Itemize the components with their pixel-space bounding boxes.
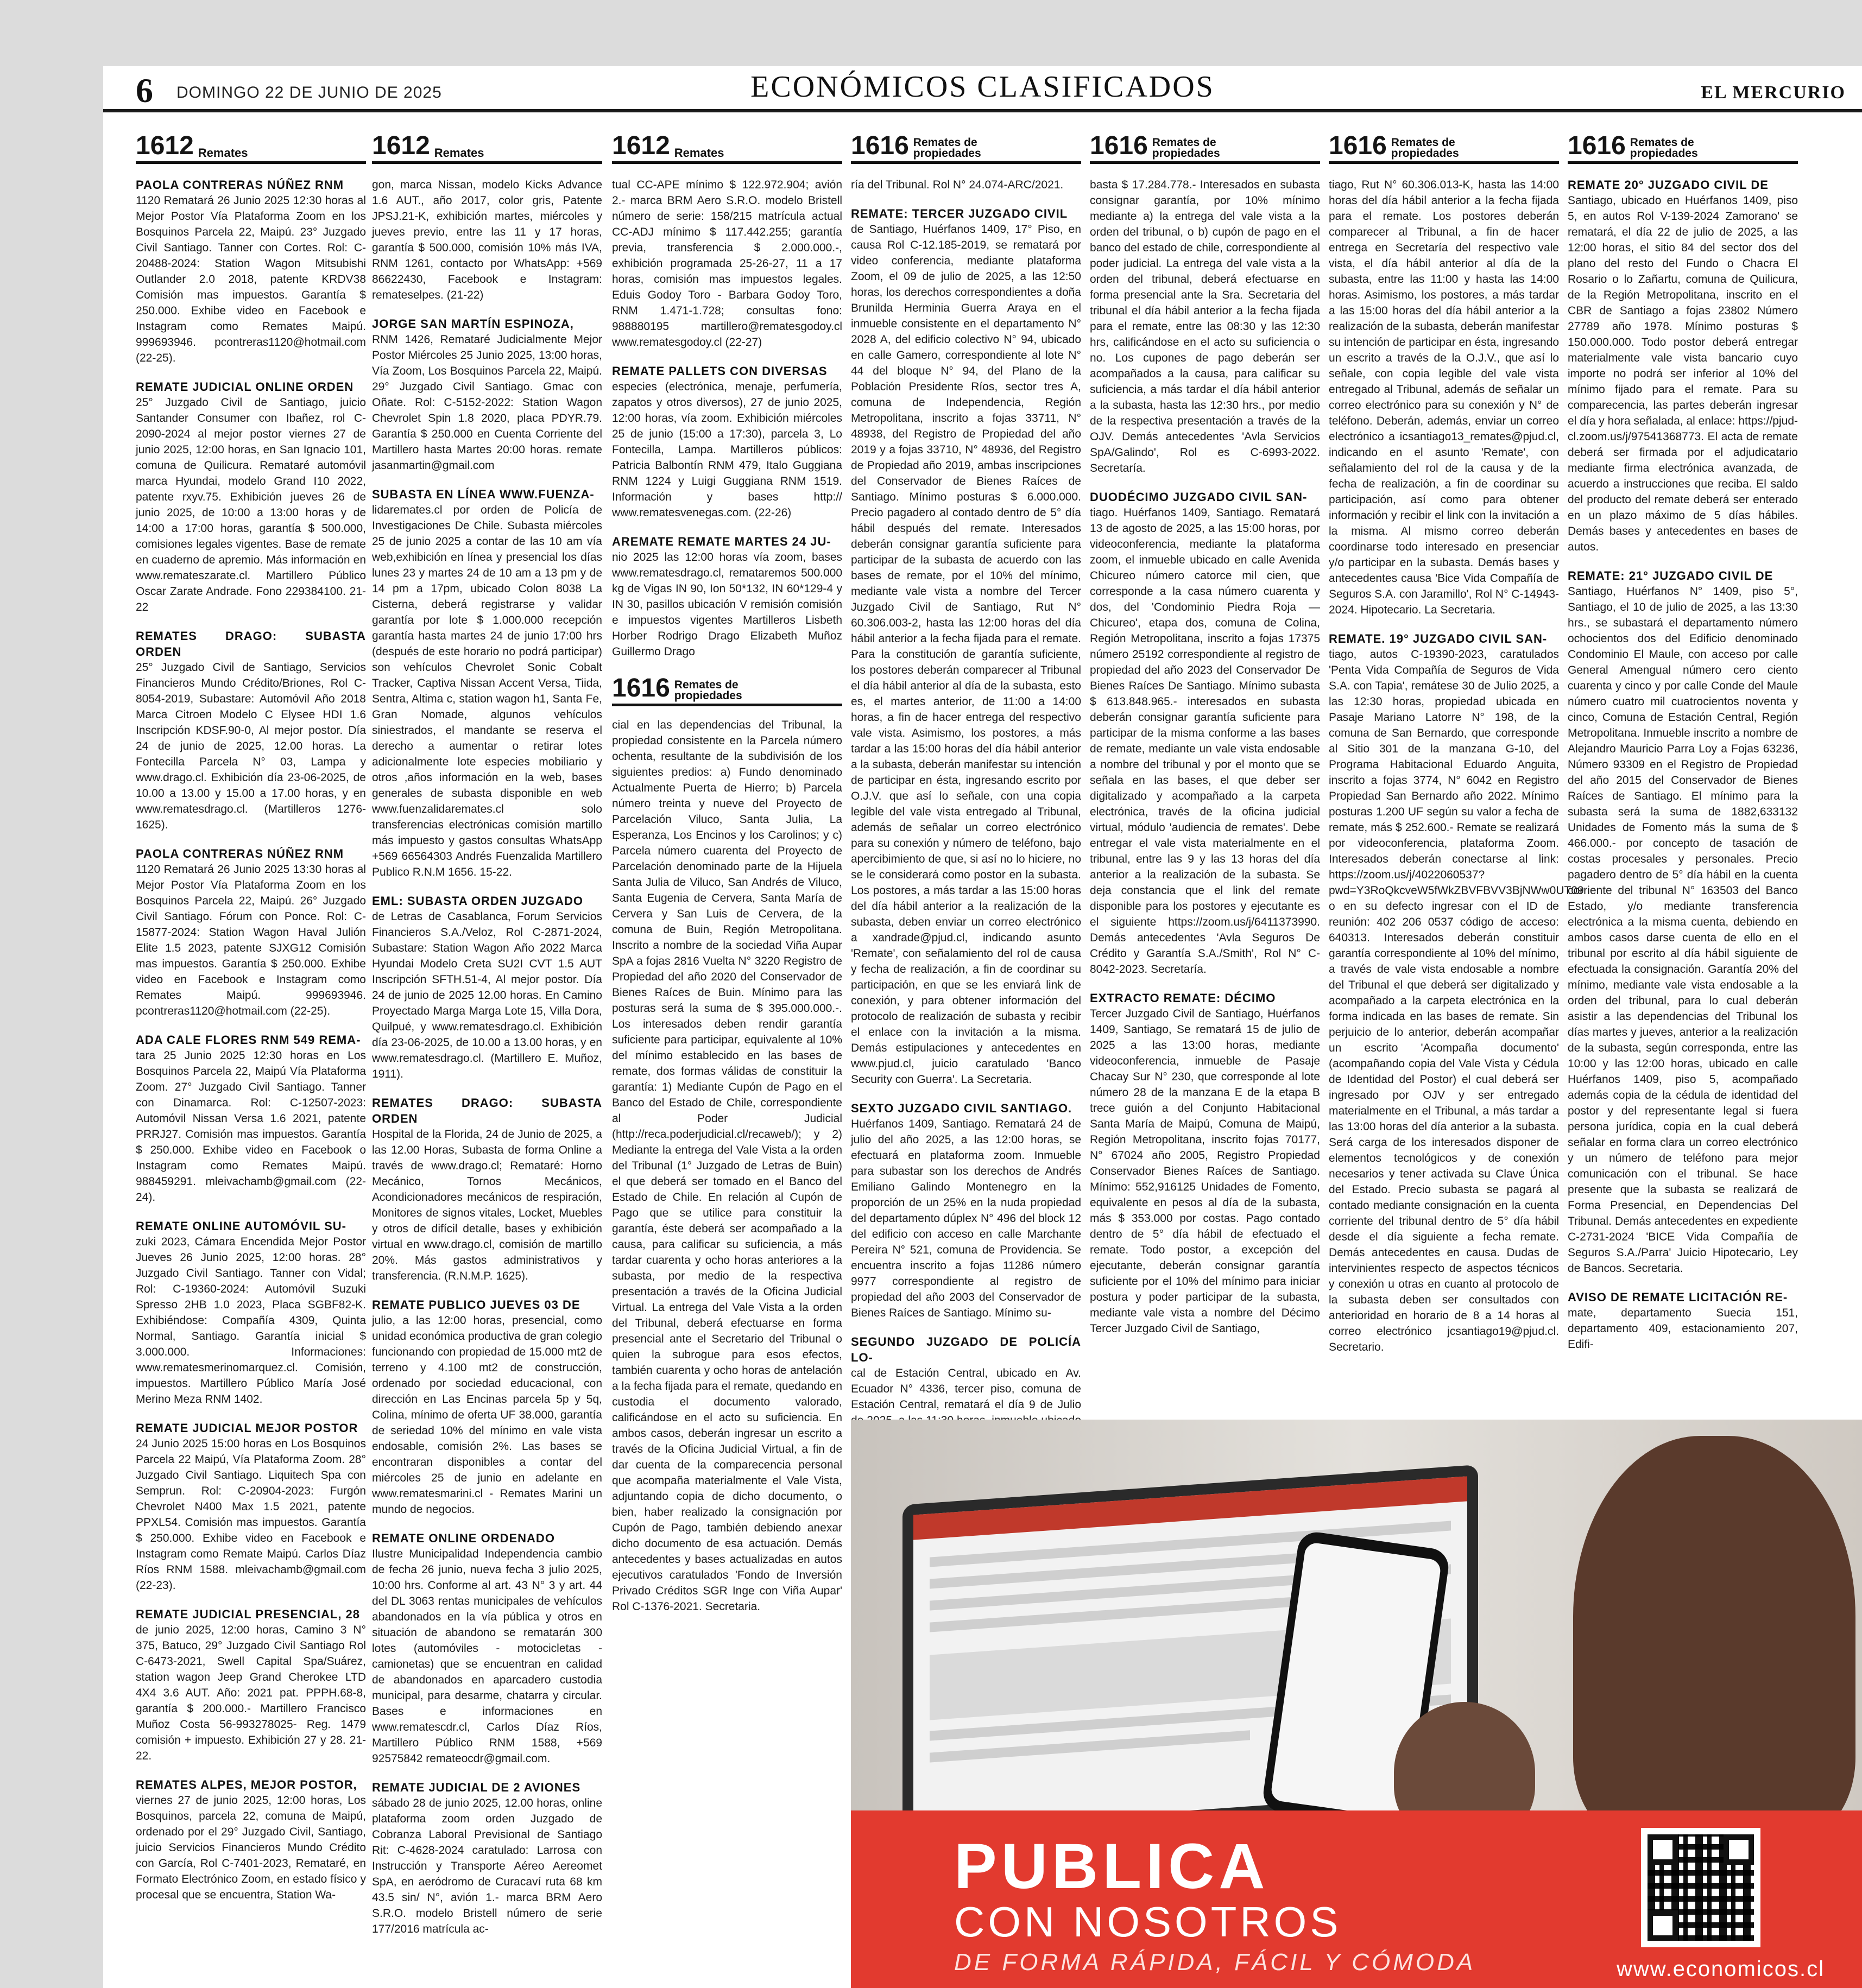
ad-title: REMATE PALLETS CON DIVERSAS — [612, 364, 828, 378]
promo-headline: PUBLICA — [954, 1831, 1270, 1902]
category-header — [851, 130, 1081, 164]
classified-ad — [136, 1032, 366, 1205]
ad-body: de Santiago, Huérfanos 1409, 17° Piso, en causa Rol C-12.185-2019, se rematará por video conferencia, mediante plataforma Zoom, el 09 de julio de 2025, a las 12:50 horas, los derechos correspondientes a doña Brunilda Herminia Guerra Araya en el inmueble consistente en el departamento N° 2028 A, del edificio colectivo N° 94, ubicado en calle Gamero, correspondiente al lote N° 44 del bloque N° 94, del Plano de la Población Presidente Ríos, sector tres A, comuna de Independencia, Región Metropolitana, inscrito a fojas 33711, N° 48938, del Registro de Propiedad del año 2019 y a fojas 33710, N° 48936, del Registro de Propiedad año 2019, ambas inscripciones del Conservador de Bienes Raíces de Santiago. Mínimo posturas $ 6.000.000. Precio pagadero al contado dentro de 5° día hábil después del remate. Interesados deberán consignar garantía suficiente para participar de la subasta de acuerdo con las bases de remate, por el 10% del mínimo, mediante vale vista a nombre del Tercer Juzgado Civil de Santiago, Rut N° 60.306.003-2, hasta las 12:00 horas del día hábil anterior a la fecha fijada para el remate. Para la constitución de garantía suficiente, los postores deberán comparecer al Tribunal el día hábil anterior al día de la subasta, esto es, el martes anterior, de 11:00 a 14:00 horas, a fin de hacer entrega del respectivo vale vista. Asimismo, los postores, a más tardar a las 15:00 horas del día hábil anterior a la subasta, deberán manifestar su intención de participar en ésta, ingresando escrito por O.J.V. que así lo señale, con una copia legible del vale vista entregado al Tribunal, además de señalar un correo electrónico para su conexión y número de teléfono, bajo apercibimiento de que, si así no lo hiciere, no se le considerará como postor en la subasta. Los postores, a más tardar a las 15:00 horas del día hábil anterior a la realización de la subasta, deben enviar un correo electrónico a xandrade@pjud.cl, indicando asunto 'Remate', con señalamiento del rol de causa y fecha de realización, a fin de coordinar su participación, en que se les enviará link de conexión, y para obtener información del protocolo de realización de subasta y recibir el enlace con la invitación a la misma. Demás estipulaciones y antecedentes en www.pjud.cl, juicio caratulado 'Banco Security con Guerra'. La Secretaria. — [851, 223, 1081, 1086]
ad-title: REMATE PUBLICO JUEVES 03 DE — [372, 1298, 580, 1312]
ad-body: sábado 28 de junio 2025, 12.00 horas, online plataforma zoom orden Juzgado de Cobranza Laboral Previsional de Santiago Rit: C-4628-2024 caratulado: Larrosa con Instrucción y Transporte Aéreo Aereomet SpA, en aeródromo de Curacaví ruta 68 km 43.5 sin/ N°, avión 1.- marca BRM Aero S.R.O. modelo Bristell número de serie 177/2016 matrícula ac- — [372, 1797, 602, 1935]
ad-title: REMATE ONLINE AUTOMÓVIL SU- — [136, 1219, 346, 1233]
page-date: DOMINGO 22 DE JUNIO DE 2025 — [176, 84, 442, 102]
ad-body: nio 2025 las 12:00 horas vía zoom, bases www.rematesdrago.cl, remataremos 500.000 kg de Vigas IN 90, Ion 50*132, IN 60*129-4 y IN 30, pasillos ubicación V remisión comisión e impuestos vigentes Martilleros Lisbeth Horber Rodrigo Drago Elizabeth Muñoz Guillermo Drago — [612, 551, 842, 658]
category-label: Remates — [674, 146, 724, 160]
ad-body: Tercer Juzgado Civil de Santiago, Huérfanos 1409, Santiago, Se rematará 15 de julio de 2025 a las 13:00 horas, mediante videoconferencia, inmueble de Pasaje Chacay Sur N° 230, que corresponde al lote número 28 de la manzana E de la etapa B trece guión a del Conjunto Habitacional Santa María de Maipú, Comuna de Maipú, Región Metropolitana, inscrito fojas 70177, N° 67024 año 2005, Registro Propiedad Conservador Bienes Raíces de Santiago. Mínimo: 552,916125 Unidades de Fomento, equivalente en pesos al día de la subasta, más $ 353.000 por costas. Pago contado dentro de 5° día hábil de efectuado el remate. Todo postor, a excepción del ejecutante, deberán consignar garantía suficiente por el 10% del mínimo para iniciar postura y poder participar de la subasta, mediante vale vista a nombre del Décimo Tercer Juzgado Civil de Santiago, — [1090, 1008, 1320, 1335]
category-header — [1329, 130, 1559, 164]
classified-ad — [851, 206, 1081, 1087]
ad-title: REMATES DRAGO: SUBASTA ORDEN — [372, 1096, 602, 1125]
ad-title: ADA CALE FLORES RNM 549 REMA- — [136, 1033, 361, 1047]
classified-ad — [1568, 568, 1798, 1276]
classified-ad — [1090, 177, 1320, 476]
ad-body: de junio 2025, 12:00 horas, Camino 3 N° 375, Batuco, 29° Juzgado Civil Santiago Rol C-6473-2021, Swell Capital Spa/Suárez, station wagon Jeep Grand Cherokee LTD 4X4 3.6 AUT. Año: 2021 pat. PPPH.68-8, garantía $ 200.000.- Martillero Francisco Muñoz Costa 56-993278025- Reg. 1479 comisión + impuesto. Exhibición 27 y 28. 21-22. — [136, 1624, 366, 1762]
ad-body: cial en las dependencias del Tribunal, la propiedad consistente en la Parcela número ochenta, resultante de la subdivisión de los siguientes predios: a) Fundo denominado Actualmente Puerta de Hierro; b) Parcela número treinta y nueve del Proyecto de Parcelación Viluco, Santa Julia, La Esperanza, Los Encinos y los Carolinos; y c) Parcela número cuarenta del Proyecto de Parcelación denominado parte de la Hijuela Santa Julia de Viluco, San Andrés de Viluco, Santa Eugenia de Cervera, Santa María de Cervera y San Luis de Cervera, de la comuna de Buin, Región Metropolitana. Inscrito a nombre de la sociedad Viña Aupar SpA a fojas 2816 Vuelta N° 3220 Registro de Propiedad del año 2020 del Conservador de Bienes Raíces de Buin. Mínimo para las posturas será la suma de $ 395.000.000.-. Los interesados deben rendir garantía suficiente para participar, equivalente al 10% del mínimo establecido en las bases de remate, dos formas válidas de constituir la garantía: 1) Mediante Cupón de Pago en el Banco del Estado de Chile, correspondiente al Poder Judicial (http://reca.poderjudicial.cl/recaweb/); y 2) Mediante la entrega del Vale Vista a la orden del Tribunal (1° Juzgado de Letras de Buin) el que deberá ser tomado en el Banco del Estado de Chile. En relación al Cupón de Pago que se utilice para constituir la garantía, éste deberá ser acompañado a la causa, para calificar su suficiencia, a más tardar cuarenta y ocho horas anteriores a la subasta, por medio de la respectiva presentación a través de la Oficina Judicial Virtual. La entrega del Vale Vista a la orden del Tribunal, deberá efectuarse en forma presencial ante el Secretario del Tribunal o quien la subrogue para esos efectos, también cuarenta y ocho horas de antelación a la fecha fijada para el remate, quedando en custodia el documento valorado, calificándose en el acto su suficiencia. En ambos casos, deberán ingresar un escrito a través de la Oficina Judicial Virtual, a fin de dar cuenta de la comparecencia personal que acompaña materialmente el Vale Vista, adjuntando copia de dicho documento, o bien, haber realizado la consignación por Cupón de Pago, también debiendo anexar dicho documento de esa actuación. Demás antecedentes y bases actualizadas en autos ejecutivos caratulados 'Fondo de Inversión Privado Créditos SGR Inge con Viña Aupar' Rol C-1376-2021. Secretaria. — [612, 719, 842, 1613]
ad-title: EML: SUBASTA ORDEN JUZGADO — [372, 894, 583, 908]
ad-body: mate, departamento Suecia 151, departamento 409, estacionamiento 207, Edifi- — [1568, 1307, 1798, 1351]
ad-title: AREMATE REMATE MARTES 24 JU- — [612, 535, 831, 548]
ad-body: tara 25 Junio 2025 12:30 horas en Los Bosquinos Parcela 22, Maipú Vía Plataforma Zoom. 27° Juzgado Civil Santiago. Tanner con Dinamarca. Rol: C-12507-2023: Automóvil Nissan Versa 1.6 2021, patente PRRJ27. Comisión mas impuestos. Garantía $ 250.000. Exhibe video en Facebook o Instagram como Remates Maipú. 988459291. mleivachamb@gmail.com (22-24). — [136, 1049, 366, 1204]
ad-title: REMATE JUDICIAL DE 2 AVIONES — [372, 1781, 581, 1794]
classified-ad — [372, 1095, 602, 1284]
ad-body: Santiago, Huérfanos N° 1409, piso 5°, Santiago, el 10 de julio de 2025, a las 13:30 hrs., se subastará el departamento número ochocientos dos del Edificio denominado Condominio El Maule, con acceso por calle General Amengual número cero ciento cuarenta y cinco y por calle Conde del Maule número cuatro mil cuatrocientos noventa y cinco, Comuna de Estación Central, Región Metropolitana. Inmueble inscrito a nombre de Alejandro Mauricio Parra Loy a Fojas 63236, Número 93309 en el Registro de Propiedad del año 2015 del Conservador de Bienes Raíces de Santiago. El mínimo para la subasta será la suma de 1882,633132 Unidades de Fomento más la suma de $ 466.000.- por concepto de tasación de costas procesales y personales. Precio pagadero dentro de 5° día hábil en la cuenta corriente del tribunal N° 163503 del Banco Estado, y/o mediante transferencia electrónica a la misma cuenta, debiendo en ambos casos darse cuenta de ello en el tribunal por escrito al día hábil siguiente de efectuada la consignación. Garantía 20% del mínimo, mediante vale vista endosable a la orden del tribunal, para lo cual deberán asistir a las dependencias del Tribunal los días martes y jueves, anterior a la realización de la subasta, según corresponda, entre las 10:00 y las 12:00 horas, ubicado en calle Huérfanos 1409, piso 5, acompañado además copia de la cédula de identidad del postor y del representante legal si fuera persona jurídica, copia en la cual deberá señalar en forma clara un correo electrónico y un número de teléfono para mejor comunicación con el tribunal. Se hace presente que la subasta se realizará de Forma Presencial, en Dependencias Del Tribunal. Demás antecedentes en expediente C-2731-2024 'BICE Vida Compañía de Seguros S.A./Parra' Juicio Hipotecario, Ley de Bancos. Secretaria. — [1568, 585, 1798, 1275]
column-6 — [1329, 130, 1584, 1411]
page-number: 6 — [136, 71, 153, 110]
category-header — [1568, 130, 1798, 164]
promo-tagline: DE FORMA RÁPIDA, FÁCIL Y CÓMODA — [954, 1949, 1476, 1976]
ad-body: Santiago, ubicado en Huérfanos 1409, piso 5, en autos Rol V-139-2024 Zamorano' se rematará, el día 22 de julio de 2025, a las 12:00 horas, el sitio 84 del sector dos del plano del resto del Fundo o Chacra El Rosario o lo Zañartu, comuna de Quilicura, de la Región Metropolitana, inscrito en el CBR de Santiago a fojas 23802 Número 27789 año 1978. Mínimo posturas $ 150.000.000. Todo postor deberá entregar materialmente vale vista bancario cuyo importe no podrá ser inferior al 10% del mínimo fijado para el remate. Para su comparecencia, las partes deberán ingresar el día y hora señalada, al enlace: https://pjud-cl.zoom.us/j/97541368773. El acta de remate deberá ser firmada por el adjudicatario mediante firma electrónica avanzada, de acuerdo a instrucciones que reciba. El saldo del producto del remate deberá ser enterado en un plazo máximo de 5 días hábiles. Demás bases y antecedentes en bases de autos. — [1568, 194, 1798, 553]
category-header — [1090, 130, 1320, 164]
ad-title: REMATES DRAGO: SUBASTA ORDEN — [136, 629, 366, 659]
promo-url-link[interactable]: www.economicos.cl — [1617, 1957, 1825, 1981]
classified-ad — [136, 1218, 366, 1407]
ad-body: ría del Tribunal. Rol N° 24.074-ARC/2021. — [851, 179, 1064, 191]
category-number: 1616 — [612, 674, 670, 702]
ad-body: zuki 2023, Cámara Encendida Mejor Postor Jueves 26 Junio 2025, 12:00 horas. 28° Juzgado Civil Santiago. Tanner con Vidal; Rol: C-19360-2024: Automóvil Suzuki Spresso 2HB 1.0 2023, Placa SGBF82-K. Exhibiéndose: Compañía 4309, Quinta Normal, Santiago. Garantía inicial $ 3.000.000. Informaciones: www.rematesmerinomarquez.cl. Comisión, impuestos. Martillero Público María José Merino Meza RNM 1402. — [136, 1236, 366, 1405]
ad-body: tual CC-APE mínimo $ 122.972.904; avión 2.- marca BRM Aero S.R.O. modelo Bristell número de serie: 158/215 matrícula actual CC-ADJ mínimo $ 117.442.255; garantía previa, transferencia $ 2.000.000.-, exhibición programada 25-26-27, 11 a 17 horas, comisión mas impuestos legales. Eduis Godoy Toro - Barbara Godoy Toro, RNM 1.471-1.728; consultas fono: 988880195 martillero@rematesgodoy.cl www.rematesgodoy.cl (22-27) — [612, 179, 842, 349]
classified-ad — [1568, 177, 1798, 555]
category-label: Remates de — [1630, 136, 1694, 149]
classified-ad — [851, 1100, 1081, 1321]
category-number: 1616 — [1329, 131, 1387, 160]
classified-ad — [372, 893, 602, 1082]
classified-ad — [1090, 990, 1320, 1337]
classified-ad — [136, 1606, 366, 1764]
category-label: propiedades — [1152, 147, 1220, 160]
classified-ad — [372, 177, 602, 303]
page-header — [103, 66, 1862, 112]
ad-body: tiago, Rut N° 60.306.013-K, hasta las 14:00 horas del día hábil anterior a la fecha fijada para el remate. Los postores deberán comparecer al Tribunal, a fin de hacer entrega en Secretaría del respectivo vale vista, el día hábil anterior al día de la subasta, entre las 11:00 y hasta las 14:00 horas. Asimismo, los postores, a más tardar a las 15:00 horas del día hábil anterior a la realización de la subasta, deberán manifestar su intención de participar en ésta, ingresando un escrito a través de la O.J.V., que así lo señale, con copia legible del vale vista entregado al Tribunal, además de señalar un correo electrónico para su conexión y N° de teléfono. Deberán, además, enviar un correo electrónico a icsantiago13_remates@pjud.cl, indicando en el asunto 'Remate', con señalamiento del rol de la causa y de la fecha de realización, a fin de coordinar su participación, así como para obtener información y recibir el link con la invitación a la misma. Al mismo correo deberán coordinarse todo interesado en presenciar y/o participar en la subasta. Demás bases y antecedentes causa 'Bice Vida Compañía de Seguros S.A. con Jaramillo', Rol N° C-14943-2024. Hipotecario. La Secretaria. — [1329, 179, 1559, 616]
category-label: propiedades — [913, 147, 981, 160]
ad-title: REMATE. 19° JUZGADO CIVIL SAN- — [1329, 632, 1548, 645]
ad-body: lidaremates.cl por orden de Policía de Investigaciones De Chile. Subasta miércoles 25 de junio 2025 a contar de las 10 am vía web,exhibición en línea y presencial los días lunes 23 y martes 24 de 10 am a 13 pm y de 14 pm a 17pm, ubicado Colon 8038 La Cisterna, deberá registrarse y validar garantía por lote $ 1.000.000 recepción garantía hasta martes 24 de junio 17:00 hrs (después de este horario no podrá participar) son vehículos Chevrolet Sonic Cobalt Tracker, Captiva Nissan Accent Versa, Tiida, Sentra, Altima c, station wagon h1, Santa Fe, Gran Nomade, algunos vehículos siniestrados, el mandante se reserva el derecho a aumentar o retirar lotes adicionalmente lote especies mobiliario y otros ,años información en la web, bases generales de subasta disponible en web www.fuenzalidaremates.cl solo transferencias electrónicas comisión martillo más impuesto y gastos consultas WhatsApp +569 66564303 Andrés Fuenzalida Martillero Publico R.N.M 1656. 15-22. — [372, 504, 602, 878]
classified-ad — [136, 1777, 366, 1903]
ad-body: Hospital de la Florida, 24 de Junio de 2025, a las 12.00 Horas, Subasta de forma Online a través de www.drago.cl; Remataré: Horno Mecánico, Tornos Mecánicos, Acondicionadores mecánicos de respiración, Monitores de signos vitales, Locket, Muebles y otros de difícil detalle, bases y exhibición virtual en www.drago.cl, comisión de martillo 20%. Más gastos administrativos y transferencia. (R.N.M.P. 1625). — [372, 1128, 602, 1282]
classified-ad — [1568, 1289, 1798, 1352]
ad-body: julio, a las 12:00 horas, presencial, como unidad económica productiva de gran colegio funcionando con propiedad de 15.000 mt2 de terreno y 4.100 mt2 de construcción, ordenado por sociedad educacional, con dirección en Las Encinas parcela 5p y 5q, Colina, mínimo de oferta UF 38.000, garantía de seriedad 10% del mínimo en vale vista endosable, comisión 2%. Las bases se encontraran disponibles a contar del miércoles 25 de junio en adelante en www.rematesmarini.cl - Remates Marini un mundo de negocios. — [372, 1314, 602, 1516]
ad-body: basta $ 17.284.778.- Interesados en subasta consignar garantía, por 10% mínimo mediante a) la entrega del vale vista a la orden del tribunal, o b) cupón de pago en el banco del estado de chile, correspondiente al poder judicial. La entrega del vale vista a la orden del tribunal, deberá efectuarse en forma presencial ante la Sra. Secretaria del tribunal el día hábil anterior a la fecha fijada para el remate, entre las 08:30 y las 12:30 hrs, calificándose en el acto su suficiencia o no. Los cupones de pago deberán ser acompañados a la causa, para calificar su suficiencia, a más tardar el día hábil anterior a la subasta, hasta las 12:30 hrs., por medio de la respectiva presentación a través de la OJV. Demás antecedentes 'Avla Servicios SpA/Galindo', Rol es C-6993-2022. Secretaría. — [1090, 179, 1320, 474]
category-label: Remates de — [913, 136, 977, 149]
category-label: Remates de — [674, 679, 739, 691]
category-header — [612, 673, 842, 706]
column-2 — [372, 130, 602, 1981]
ad-title: JORGE SAN MARTÍN ESPINOZA, — [372, 317, 574, 331]
ad-title: DUODÉCIMO JUZGADO CIVIL SAN- — [1090, 490, 1308, 504]
classified-ad — [851, 177, 1081, 193]
category-number: 1612 — [136, 131, 194, 160]
ad-body: Ilustre Municipalidad Independencia cambio de fecha 26 junio, nueva fecha 3 julio 2025, 10:00 hrs. Conforme al art. 43 N° 3 y art. 44 del DL 3063 rentas municipales de vehículos abandonados en la vía pública y otros en situación de abandono se rematarán 300 lotes (automóviles - motocicletas - camionetas) que se encuentran en calidad de abandonados en aparcadero custodia municipal, para desarme, chatarra y circular. Bases e informaciones en www.rematescdr.cl, Carlos Díaz Ríos, Martillero Público RNM 1588, +569 92575842 remateocdr@gmail.com. — [372, 1548, 602, 1765]
category-number: 1616 — [1568, 131, 1626, 160]
promo-banner[interactable] — [851, 1420, 1862, 1988]
qr-code-icon[interactable] — [1641, 1828, 1760, 1947]
classified-ad — [136, 177, 366, 366]
classified-ad — [372, 1780, 602, 1937]
ad-title: REMATE JUDICIAL MEJOR POSTOR — [136, 1421, 358, 1435]
category-number: 1612 — [612, 131, 670, 160]
ad-body: gon, marca Nissan, modelo Kicks Advance 1.6 AUT., año 2017, color gris, Patente JPSJ.21-K, exhibición martes, miércoles y jueves previo, entre las 11 y 17 horas, garantía $ 500.000, comisión 10% más IVA, RNM 1261, contacto por WhatsApp: +569 86622430, Facebook e Instagram: remateselpes. (21-22) — [372, 179, 602, 301]
category-header — [372, 130, 602, 164]
classified-ad — [372, 1530, 602, 1767]
ad-body: 1120 Rematará 26 Junio 2025 12:30 horas al Mejor Postor Vía Plataforma Zoom en los Bosquinos Parcela 22, Maipú. 23° Juzgado Civil Santiago. Tanner con Cortes. Rol: C-20488-2024: Station Wagon Mitsubishi Outlander 2.0 2018, patente KRDV38 Comisión mas impuestos. Garantía $ 250.000. Exhibe video en Facebook e Instagram como Remates Maipú. 999693946. pcontreras1120@hotmail.com (22-25). — [136, 194, 366, 364]
category-number: 1612 — [372, 131, 430, 160]
classified-ad — [372, 486, 602, 880]
category-label: propiedades — [1630, 147, 1698, 160]
ad-body: RNM 1426, Remataré Judicialmente Mejor Postor Miércoles 25 Junio 2025, 13:00 horas, Vía Zoom, Los Bosquinos Parcela 22, Maipú. 29° Juzgado Civil Santiago. Gmac con Oñate. Rol: C-5152-2022: Station Wagon Chevrolet Spin 1.8 2020, placa PDYR.79. Garantía $ 250.000 en Cuenta Corriente del Martillero hasta Martes 20:00 horas. remate jasanmartin@gmail.com — [372, 333, 602, 472]
ad-title: REMATE 20° JUZGADO CIVIL DE — [1568, 178, 1769, 192]
classified-ad — [612, 177, 842, 350]
ad-title: REMATE: TERCER JUZGADO CIVIL — [851, 207, 1068, 220]
ad-title: SUBASTA EN LÍNEA WWW.FUENZA- — [372, 487, 595, 501]
category-label: propiedades — [674, 689, 742, 702]
column-7 — [1568, 130, 1798, 1411]
ad-body: 25° Juzgado Civil de Santiago, Servicios Financieros Mundo Crédito/Briones, Rol C-8054-2019, Subastare: Automóvil Año 2018 Marca Citroen Modelo C Elysee HDI 1.6 Inscripción KDSF.90-0, Al mejor postor. Día 24 de junio de 2025, 12.00 horas. La Fontecilla Parcela N° 03, Lampa y www.drago.cl. Exhibición día 23-06-2025, de 10.00 a 13.00 y 15.00 a 17.00 horas, y en www.rematesdrago.cl. (Martilleros 1276-1625). — [136, 661, 366, 831]
ad-body: 1120 Rematará 26 Junio 2025 13:30 horas al Mejor Postor Vía Plataforma Zoom en los Bosquinos Parcela 22, Maipú. 26° Juzgado Civil Santiago. Fórum con Ponce. Rol: C-15877-2024: Station Wagon Haval Julión Elite 1.5 2023, patente SJXG12 Comisión mas impuestos. Garantía $ 250.000. Exhibe video en Facebook e Instagram como Remates Maipú. 999693946. pcontreras1120@hotmail.com (22-25). — [136, 863, 366, 1017]
category-label: Remates — [434, 146, 484, 160]
person-illustration — [1573, 1436, 1855, 1838]
classified-ad — [372, 1297, 602, 1517]
classified-ad — [612, 363, 842, 521]
category-label: Remates — [198, 146, 248, 160]
ad-title: PAOLA CONTRERAS NÚÑEZ RNM — [136, 847, 344, 860]
section-title: ECONÓMICOS CLASIFICADOS — [750, 70, 1215, 104]
category-header — [136, 130, 366, 164]
category-header — [612, 130, 842, 164]
ad-title: REMATE JUDICIAL ONLINE ORDEN — [136, 380, 354, 394]
category-number: 1616 — [851, 131, 909, 160]
classified-ad — [136, 628, 366, 833]
column-4 — [851, 130, 1081, 1411]
category-label: Remates de — [1391, 136, 1455, 149]
ad-body: especies (electrónica, menaje, perfumería, zapatos y otros diversos), 27 de junio 2025, 12:00 horas, vía zoom. Exhibición miércoles 25 de junio (15:00 a 17:30), parcela 3, Lo Fontecilla, Lampa. Martilleros públicos: Patricia Balbontín RNM 479, Italo Guggiana RNM 1224 y Luigi Guggiana RNM 1519. Información y bases http:// www.rematesvenegas.com. (22-26) — [612, 381, 842, 519]
ad-title: EXTRACTO REMATE: DÉCIMO — [1090, 991, 1276, 1005]
ad-body: tiago, autos C-19390-2023, caratulados 'Penta Vida Compañía de Seguros de Vida S.A. con Tapia', remátese 30 de Julio 2025, a las 12:30 horas, propiedad ubicada en Pasaje Mariano Latorre N° 198, de la comuna de San Bernardo, que corresponde al Sitio 301 de la manzana G-10, del Programa Habitacional Eduardo Anguita, inscrito a fojas 3774, N° 6042 en Registro Propiedad San Bernardo año 2022. Mínimo posturas 1.200 UF según su valor a fecha de remate, más $ 252.600.- Remate se realizará por videoconferencia, plataforma Zoom. Interesados deberán conectarse al link: https://zoom.us/j/4022060537?pwd=Y3RoQkcveW5fWkZBVFBVV3BjNWw0UT09 o en su defecto ingresar con el ID de reunión: 402 206 0537 código de acceso: 640313. Interesados deberán constituir garantía correspondiente al 10% del mínimo, a través de vale vista endosable a nombre del Tribunal el que deberá ser digitalizado y acompañado a la carpeta electrónica en la forma indicada en las bases de remate. Sin perjuicio de lo anterior, deberán acompañar un escrito 'Acompaña documento' (acompañando copia del Vale Vista y Cédula de Identidad del Postor) el cual deberá ser ingresado por OJV y ser entregado materialmente en el Tribunal, a más tardar a las 13:00 horas del día anterior a la subasta. Será carga de los interesados disponer de elementos tecnológicos y de conexión necesarios y tener activada su Clave Única del Estado. Precio subasta se pagará al contado mediante consignación en la cuenta corriente del tribunal dentro de 5° día hábil desde el día siguiente a fecha remate. Demás antecedentes en causa. Dudas de intervinientes respecto de aspectos técnicos y conexión u otras en cuanto al protocolo de la subasta deben ser consultados con anterioridad en horario de 8 a 14 horas al correo electrónico jcsantiago19@pjud.cl. Secretario. — [1329, 648, 1584, 1353]
promo-subheadline: CON NOSOTROS — [954, 1898, 1342, 1946]
category-label: Remates de — [1152, 136, 1216, 149]
ad-title: SEGUNDO JUZGADO DE POLICÍA LO- — [851, 1335, 1081, 1364]
classified-ad — [612, 717, 842, 1615]
classified-ad — [1329, 631, 1584, 1355]
column-1 — [136, 130, 366, 1981]
classified-ad — [136, 379, 366, 615]
ad-body: Huérfanos 1409, Santiago. Rematará 24 de julio del año 2025, a las 12:00 horas, se efectuará en plataforma zoom. Inmueble para subastar son los derechos de Andrés Emiliano Galindo Montenegro en la proporción de un 25% en la nuda propiedad del departamento dúplex N° 496 del block 12 del edificio con acceso en calle Marchante Pereira N° 521, comuna de Providencia. Se encuentra inscrito a fojas 11286 número 9977 correspondiente al registro de propiedad del año 2003 del Conservador de Bienes Raíces de Santiago. Mínimo su- — [851, 1118, 1081, 1319]
column-5 — [1090, 130, 1320, 1411]
ad-body: cal de Estación Central, ubicado en Av. Ecuador N° 4336, tercer piso, comuna de Estación Central, rematará el día 9 de Julio — [851, 1367, 1081, 1411]
category-number: 1616 — [1090, 131, 1148, 160]
column-3 — [612, 130, 842, 1981]
ad-body: tiago. Huérfanos 1409, Santiago. Rematará 13 de agosto de 2025, a las 15:00 horas, por videoconferencia, mediante la plataforma zoom, el inmueble ubicado en calle Avenida Chicureo número catorce mil cien, que corresponde a la casa número cuarenta y dos, del 'Condominio Piedra Roja — Chicureo', etapa dos, comuna de Colina, Región Metropolitana, inscrito a fojas 17375 número 25192 correspondiente al registro de propiedad del año 2023 del Conservador De Bienes Raíces De Santiago. Mínimo subasta $ 613.848.965.- interesados en subasta deberán consignar garantía suficiente para participar de la misma conforme a las bases de remate, mediante un vale vista endosable a nombre del tribunal y por el monto que se señala en las bases, el que deber ser digitalizado y acompañado a la carpeta electrónica, través de la oficina judicial virtual, módulo 'audiencia de remates'. Debe entregar el vale vista materialmente en el tribunal, entre las 9 y las 13 horas del día anterior a la realización de la subasta. Se deja constancia que el link del remate disponible para los postores y ejecutante es el siguiente https://zoom.us/j/6411373990. Demás antecedentes 'Avla Seguros De Crédito y Garantía S.A./Smith', Rol N° C-8042-2023. Secretaría. — [1090, 507, 1320, 976]
classified-ad — [1090, 489, 1320, 977]
classified-ad — [136, 1420, 366, 1593]
classified-ad — [1329, 177, 1559, 618]
classified-ad — [612, 534, 842, 660]
classified-ad — [136, 846, 366, 1019]
ad-title: PAOLA CONTRERAS NÚÑEZ RNM — [136, 178, 344, 192]
category-label: propiedades — [1391, 147, 1459, 160]
ad-body: de Letras de Casablanca, Forum Servicios Financieros S.A./Veloz, Rol C-2871-2024, Subastare: Station Wagon Año 2022 Marca Hyundai Modelo Creta SU2I CVT 1.5 AUT Inscripción SFTH.51-4, Al mejor postor. Día 24 de junio de 2025 12.00 horas. En Camino Proyectado Marga Marga Lote 15, Villa Dora, Quilpué, y www.rematesdrago.cl. Exhibición día 23-06-2025, de 10.00 a 13.00 horas, y en www.rematesdrago.cl. (Martillero E. Muñoz, 1911). — [372, 910, 602, 1080]
ad-title: REMATE JUDICIAL PRESENCIAL, 28 — [136, 1607, 361, 1621]
ad-body: 24 Junio 2025 15:00 horas en Los Bosquinos Parcela 22 Maipú, Vía Plataforma Zoom. 28° Juzgado Civil Santiago. Liquitech Spa con Semprun. Rol: C-20904-2023: Furgón Chevrolet N400 Max 1.5 2021, patente PPXL54. Comisión mas impuestos. Garantía $ 250.000. Exhibe video en Facebook e Instagram como Remate Maipú. Carlos Díaz Ríos RNM 1588. mleivachamb@gmail.com (22-23). — [136, 1438, 366, 1592]
classified-ad — [372, 316, 602, 473]
ad-title: AVISO DE REMATE LICITACIÓN RE- — [1568, 1290, 1788, 1304]
ad-title: REMATE ONLINE ORDENADO — [372, 1531, 555, 1545]
ad-title: REMATES ALPES, MEJOR POSTOR, — [136, 1778, 357, 1791]
newspaper-brand: EL MERCURIO — [1701, 83, 1846, 103]
ad-title: SEXTO JUZGADO CIVIL SANTIAGO. — [851, 1101, 1072, 1115]
ad-title: REMATE: 21° JUZGADO CIVIL DE — [1568, 569, 1773, 583]
ad-body: 25° Juzgado Civil de Santiago, juicio Santander Consumer con Ibañez, rol C-2090-2024 al mejor postor viernes 27 de junio 2025, 12:00 horas, en San Ignacio 101, comuna de Quilicura. Remataré automóvil marca Hyundai, modelo Grand I10 2022, patente rxyv.75. Exhibición jueves 26 de junio 2025, de 10:00 a 13:00 horas y de 14:00 a 17:00 horas, garantía $ 500.000, comisiones legales vigentes. Base de remate en cuaderno de apremio. Más información en www.remateszarate.cl. Martillero Público Oscar Zarate Andrade. Fono 229384100. 21-22 — [136, 396, 366, 613]
ad-body: viernes 27 de junio 2025, 12:00 horas, Los Bosquinos, parcela 22, comuna de Maipú, ordenado por el 29° Juzgado Civil, Santiago, juicio Servicios Financieros Mundo Crédito con García, Rol C-7401-2023, Remataré, en Formato Electrónico Zoom, en estado físico y procesal que se encuentra, Station Wa- — [136, 1794, 366, 1901]
